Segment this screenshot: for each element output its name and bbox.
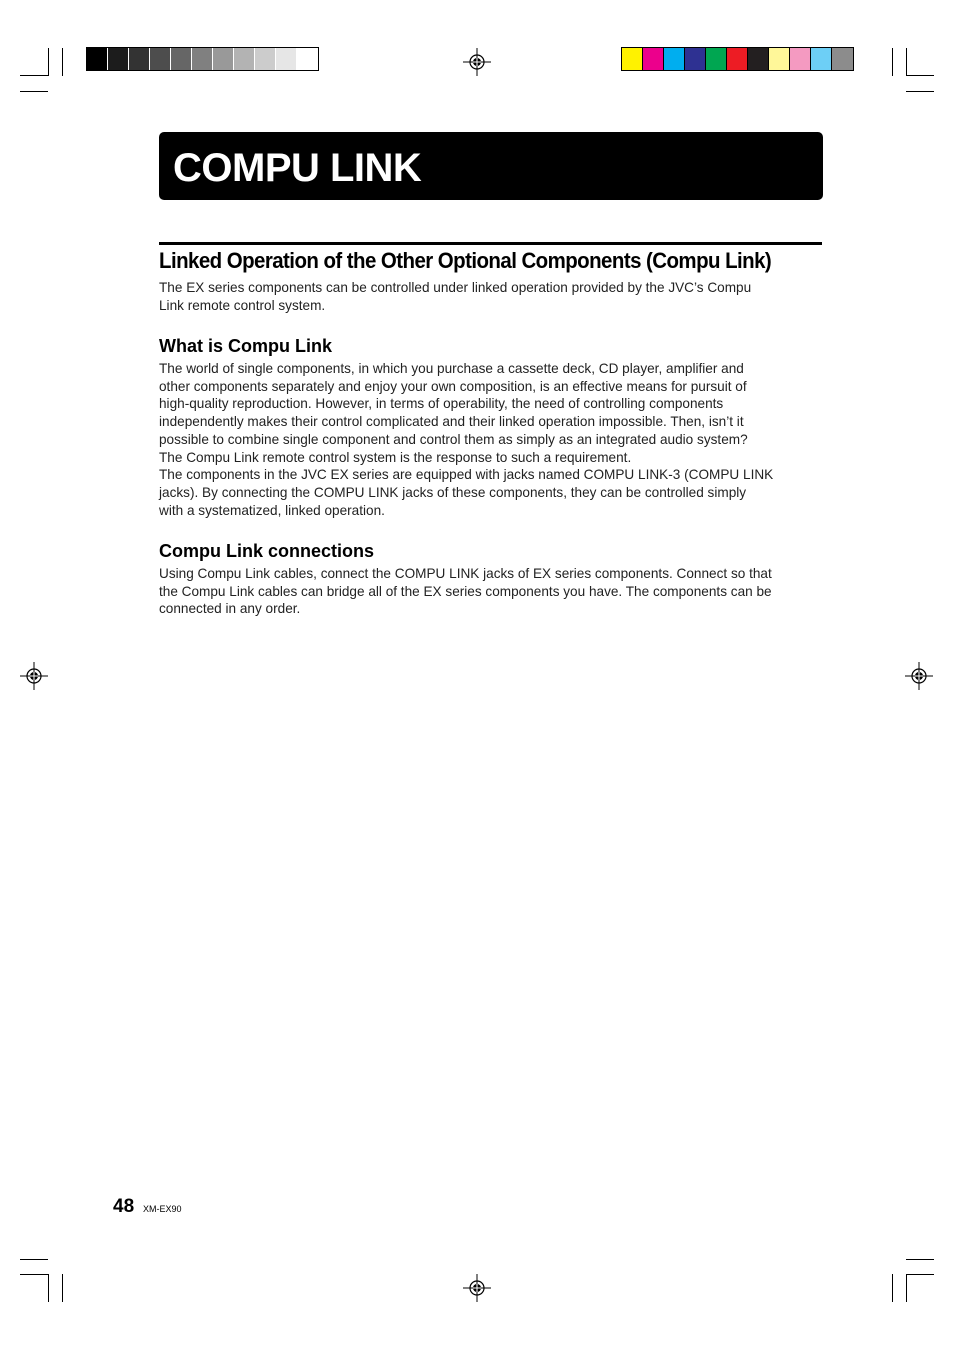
calibration-swatch <box>811 48 832 70</box>
page-number: 48 <box>113 1196 135 1217</box>
crop-mark <box>906 1274 907 1302</box>
title-banner <box>159 132 823 200</box>
page-title: COMPU LINK <box>173 146 422 190</box>
calibration-swatch <box>748 48 769 70</box>
calibration-swatch <box>213 48 234 70</box>
calibration-swatch <box>685 48 706 70</box>
registration-mark-icon <box>463 1274 491 1302</box>
calibration-swatch <box>832 48 853 70</box>
calibration-swatch <box>790 48 811 70</box>
paragraph-line: possible to combine single component and control them as simply as an integrated audio system? <box>159 431 748 447</box>
calibration-swatch <box>622 48 643 70</box>
calibration-swatch <box>171 48 192 70</box>
paragraph-line: Link remote control system. <box>159 297 326 313</box>
calibration-swatch <box>192 48 213 70</box>
section-heading: Linked Operation of the Other Optional Components (Compu Link) <box>159 248 772 273</box>
crop-mark <box>906 1259 934 1260</box>
paragraph-line: The EX series components can be controlled under linked operation provided by the JVC’s Compu <box>159 280 752 295</box>
grayscale-calibration-bar <box>86 47 319 71</box>
crop-mark <box>48 1274 49 1302</box>
paragraph-line: the Compu Link cables can bridge all of the EX series components you have. The components can be <box>159 583 772 599</box>
paragraph-line: high-quality reproduction. However, in terms of operability, the need of controlling components <box>159 396 724 412</box>
calibration-swatch <box>297 48 318 70</box>
crop-mark <box>892 1274 893 1302</box>
calibration-swatch <box>87 48 108 70</box>
paragraph-line: other components separately and enjoy your own composition, is an effective means for pursuit of <box>159 378 747 394</box>
calibration-swatch <box>664 48 685 70</box>
crop-mark <box>62 1274 63 1302</box>
section-rule <box>159 242 822 245</box>
crop-mark <box>62 48 63 76</box>
paragraph-line: connected in any order. <box>159 601 301 617</box>
crop-mark <box>20 1259 48 1260</box>
calibration-swatch <box>255 48 276 70</box>
calibration-swatch <box>706 48 727 70</box>
what-is-paragraph <box>159 360 823 519</box>
paragraph-line: Using Compu Link cables, connect the COMPU LINK jacks of EX series components. Connect so that <box>159 566 772 581</box>
crop-mark <box>20 91 48 92</box>
paragraph-line: The components in the JVC EX series are equipped with jacks named COMPU LINK-3 (COMPU LINK <box>159 467 774 483</box>
crop-mark <box>48 48 49 76</box>
calibration-swatch <box>108 48 129 70</box>
connections-paragraph <box>159 565 823 618</box>
paragraph-line: independently makes their control complicated and their linked operation impossible. Then, isn’t it <box>159 414 744 430</box>
paragraph-line: The world of single components, in which you purchase a cassette deck, CD player, amplifier and <box>159 361 744 376</box>
crop-mark <box>20 1274 48 1275</box>
registration-mark-icon <box>905 662 933 690</box>
calibration-swatch <box>727 48 748 70</box>
calibration-swatch <box>769 48 790 70</box>
crop-mark <box>20 75 48 76</box>
paragraph-line: jacks). By connecting the COMPU LINK jacks of these components, they can be controlled simply <box>159 484 747 500</box>
calibration-swatch <box>234 48 255 70</box>
calibration-swatch <box>276 48 297 70</box>
crop-mark <box>906 48 907 76</box>
crop-mark <box>906 75 934 76</box>
calibration-swatch <box>643 48 664 70</box>
crop-mark <box>906 91 934 92</box>
paragraph-line: with a systematized, linked operation. <box>159 502 385 518</box>
color-calibration-bar <box>621 47 854 71</box>
crop-mark <box>892 48 893 76</box>
what-is-heading: What is Compu Link <box>159 336 332 356</box>
model-number: XM-EX90 <box>143 1204 182 1214</box>
intro-paragraph <box>159 279 823 314</box>
registration-mark-icon <box>463 48 491 76</box>
calibration-swatch <box>150 48 171 70</box>
connections-heading: Compu Link connections <box>159 541 375 561</box>
registration-mark-icon <box>20 662 48 690</box>
crop-mark <box>906 1274 934 1275</box>
paragraph-line: The Compu Link remote control system is the response to such a requirement. <box>159 449 632 465</box>
calibration-swatch <box>129 48 150 70</box>
